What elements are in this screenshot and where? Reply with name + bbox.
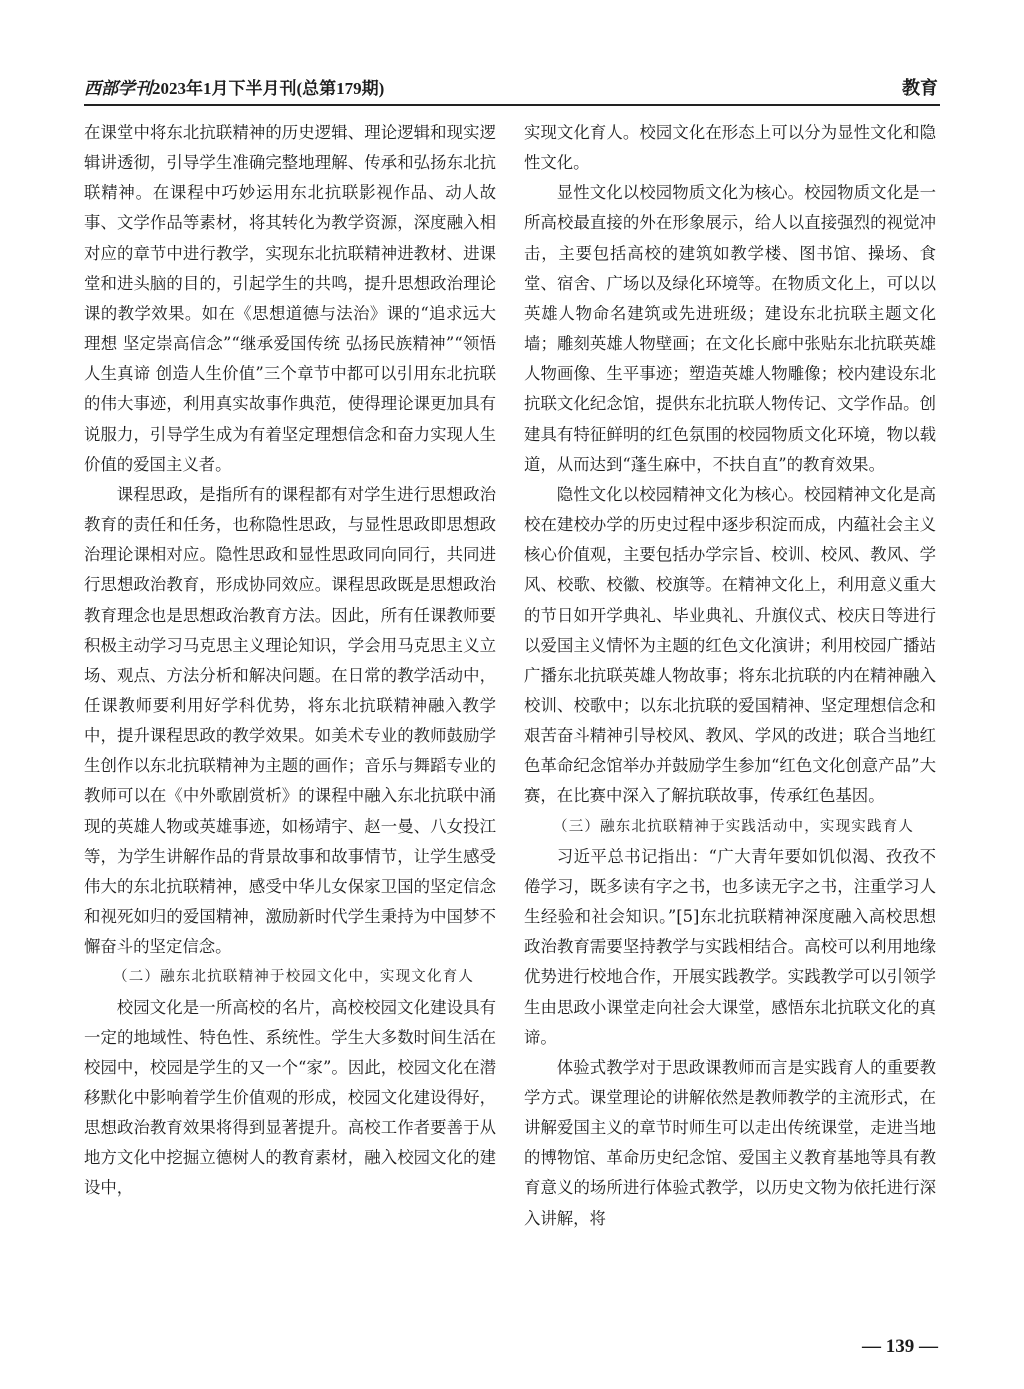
right-column xyxy=(524,118,936,1234)
paragraph: 习近平总书记指出：“广大青年要如饥似渴、孜孜不倦学习，既多读有字之书，也多读无字之书，注重学习人生经验和社会知识。”[5]东北抗联精神深度融入高校思想政治教育需要坚持教学与实践相结合。高校可以利用地缘优势进行校地合作，开展实践教学。实践教学可以引领学生由思政小课堂走向社会大课堂，感悟东北抗联文化的真谛。 xyxy=(524,846,936,1047)
section-tag: 教育 xyxy=(902,78,938,99)
paragraph: 显性文化以校园物质文化为核心。校园物质文化是一所高校最直接的外在形象展示，给人以直接强烈的视觉冲击，主要包括高校的建筑如教学楼、图书馆、操场、食堂、宿舍、广场以及绿化环境等。在物质文化上，可以以英雄人物命名建筑或先进班级；建设东北抗联主题文化墙；雕刻英雄人物壁画；在文化长廊中张贴东北抗联英雄人物画像、生平事迹；塑造英雄人物雕像；校内建设东北抗联文化纪念馆，提供东北抗联人物传记、文学作品。创建具有特征鲜明的红色氛围的校园物质文化环境，物以载道，从而达到“蓬生麻中，不扶自直”的教育效果。 xyxy=(524,183,936,474)
paragraph: 在课堂中将东北抗联精神的历史逻辑、理论逻辑和现实逻辑讲透彻，引导学生准确完整地理解、传承和弘扬东北抗联精神。在课程中巧妙运用东北抗联影视作品、动人故事、文学作品等素材，将其转化为教学资源，深度融入相对应的章节中进行教学，实现东北抗联精神进教材、进课堂和进头脑的目的，引起学生的共鸣，提升思想政治理论课的教学效果。如在《思想道德与法治》课的“追求远大理想 坚定崇高信念”“继承爱国传统 弘扬民族精神”“领悟人生真谛 创造人生价值”三个章节中都可以引用东北抗联的伟大事迹，利用真实故事作典范，使得理论课更加具有说服力，引导学生成为有着坚定理想信念和奋力实现人生价值的爱国主义者。 xyxy=(84,123,496,474)
journal-info xyxy=(84,74,384,99)
paragraph: 隐性文化以校园精神文化为核心。校园精神文化是高校在建校办学的历史过程中逐步积淀而成，内蕴社会主义核心价值观，主要包括办学宗旨、校训、校风、教风、学风、校歌、校徽、校旗等。在精神文化上，利用意义重大的节日如开学典礼、毕业典礼、升旗仪式、校庆日等进行以爱国主义情怀为主题的红色文化演讲；利用校园广播站广播东北抗联英雄人物故事；将东北抗联的内在精神融入校训、校歌中；以东北抗联的爱国精神、坚定理想信念和艰苦奋斗精神引导校风、教风、学风的改进；联合当地红色革命纪念馆举办并鼓励学生参加“红色文化创意产品”大赛，在比赛中深入了解抗联故事，传承红色基因。 xyxy=(524,484,936,806)
issue-info: 2023年1月下半月刊(总第179期) xyxy=(152,79,385,98)
paragraph: 课程思政，是指所有的课程都有对学生进行思想政治教育的责任和任务，也称隐性思政，与显性思政即思想政治理论课相对应。隐性思政和显性思政同向同行，共同进行思想政治教育，形成协同效应。课程思政既是思想政治教育理念也是思想政治教育方法。因此，所有任课教师要积极主动学习马克思主义理论知识，学会用马克思主义立场、观点、方法分析和解决问题。在日常的教学活动中，任课教师要利用好学科优势，将东北抗联精神融入教学中，提升课程思政的教学效果。如美术专业的教师鼓励学生创作以东北抗联精神为主题的画作；音乐与舞蹈专业的教师可以在《中外歌剧赏析》的课程中融入东北抗联中涌现的英雄人物或英雄事迹，如杨靖宇、赵一曼、八女投江等，为学生讲解作品的背景故事和故事情节，让学生感受伟大的东北抗联精神，感受中华儿女保家卫国的坚定信念和视死如归的爱国精神，激励新时代学生秉持为中国梦不懈奋斗的坚定信念。 xyxy=(84,484,496,957)
page-number: — 139 — xyxy=(862,1336,938,1357)
paragraph: 校园文化是一所高校的名片，高校校园文化建设具有一定的地域性、特色性、系统性。学生大多数时间生活在校园中，校园是学生的又一个“家”。因此，校园文化在潜移默化中影响着学生价值观的形成，校园文化建设得好，思想政治教育效果将得到显著提升。高校工作者要善于从地方文化中挖掘立德树人的教育素材，融入校园文化的建设中， xyxy=(84,997,496,1198)
paragraph: 体验式教学对于思政课教师而言是实践育人的重要教学方式。课堂理论的讲解依然是教师教学的主流形式，在讲解爱国主义的章节时师生可以走出传统课堂，走进当地的博物馆、革命历史纪念馆、爱国主义教育基地等具有教育意义的场所进行体验式教学，以历史文物为依托进行深入讲解，将 xyxy=(524,1057,936,1228)
left-column xyxy=(84,118,496,1204)
section-heading: （二）融东北抗联精神于校园文化中，实现文化育人 xyxy=(113,969,475,986)
section-heading: （三）融东北抗联精神于实践活动中，实现实践育人 xyxy=(553,818,915,835)
journal-logo: 西部学刊 xyxy=(84,79,152,98)
running-header xyxy=(84,70,940,106)
paragraph: 实现文化育人。校园文化在形态上可以分为显性文化和隐性文化。 xyxy=(524,123,936,173)
